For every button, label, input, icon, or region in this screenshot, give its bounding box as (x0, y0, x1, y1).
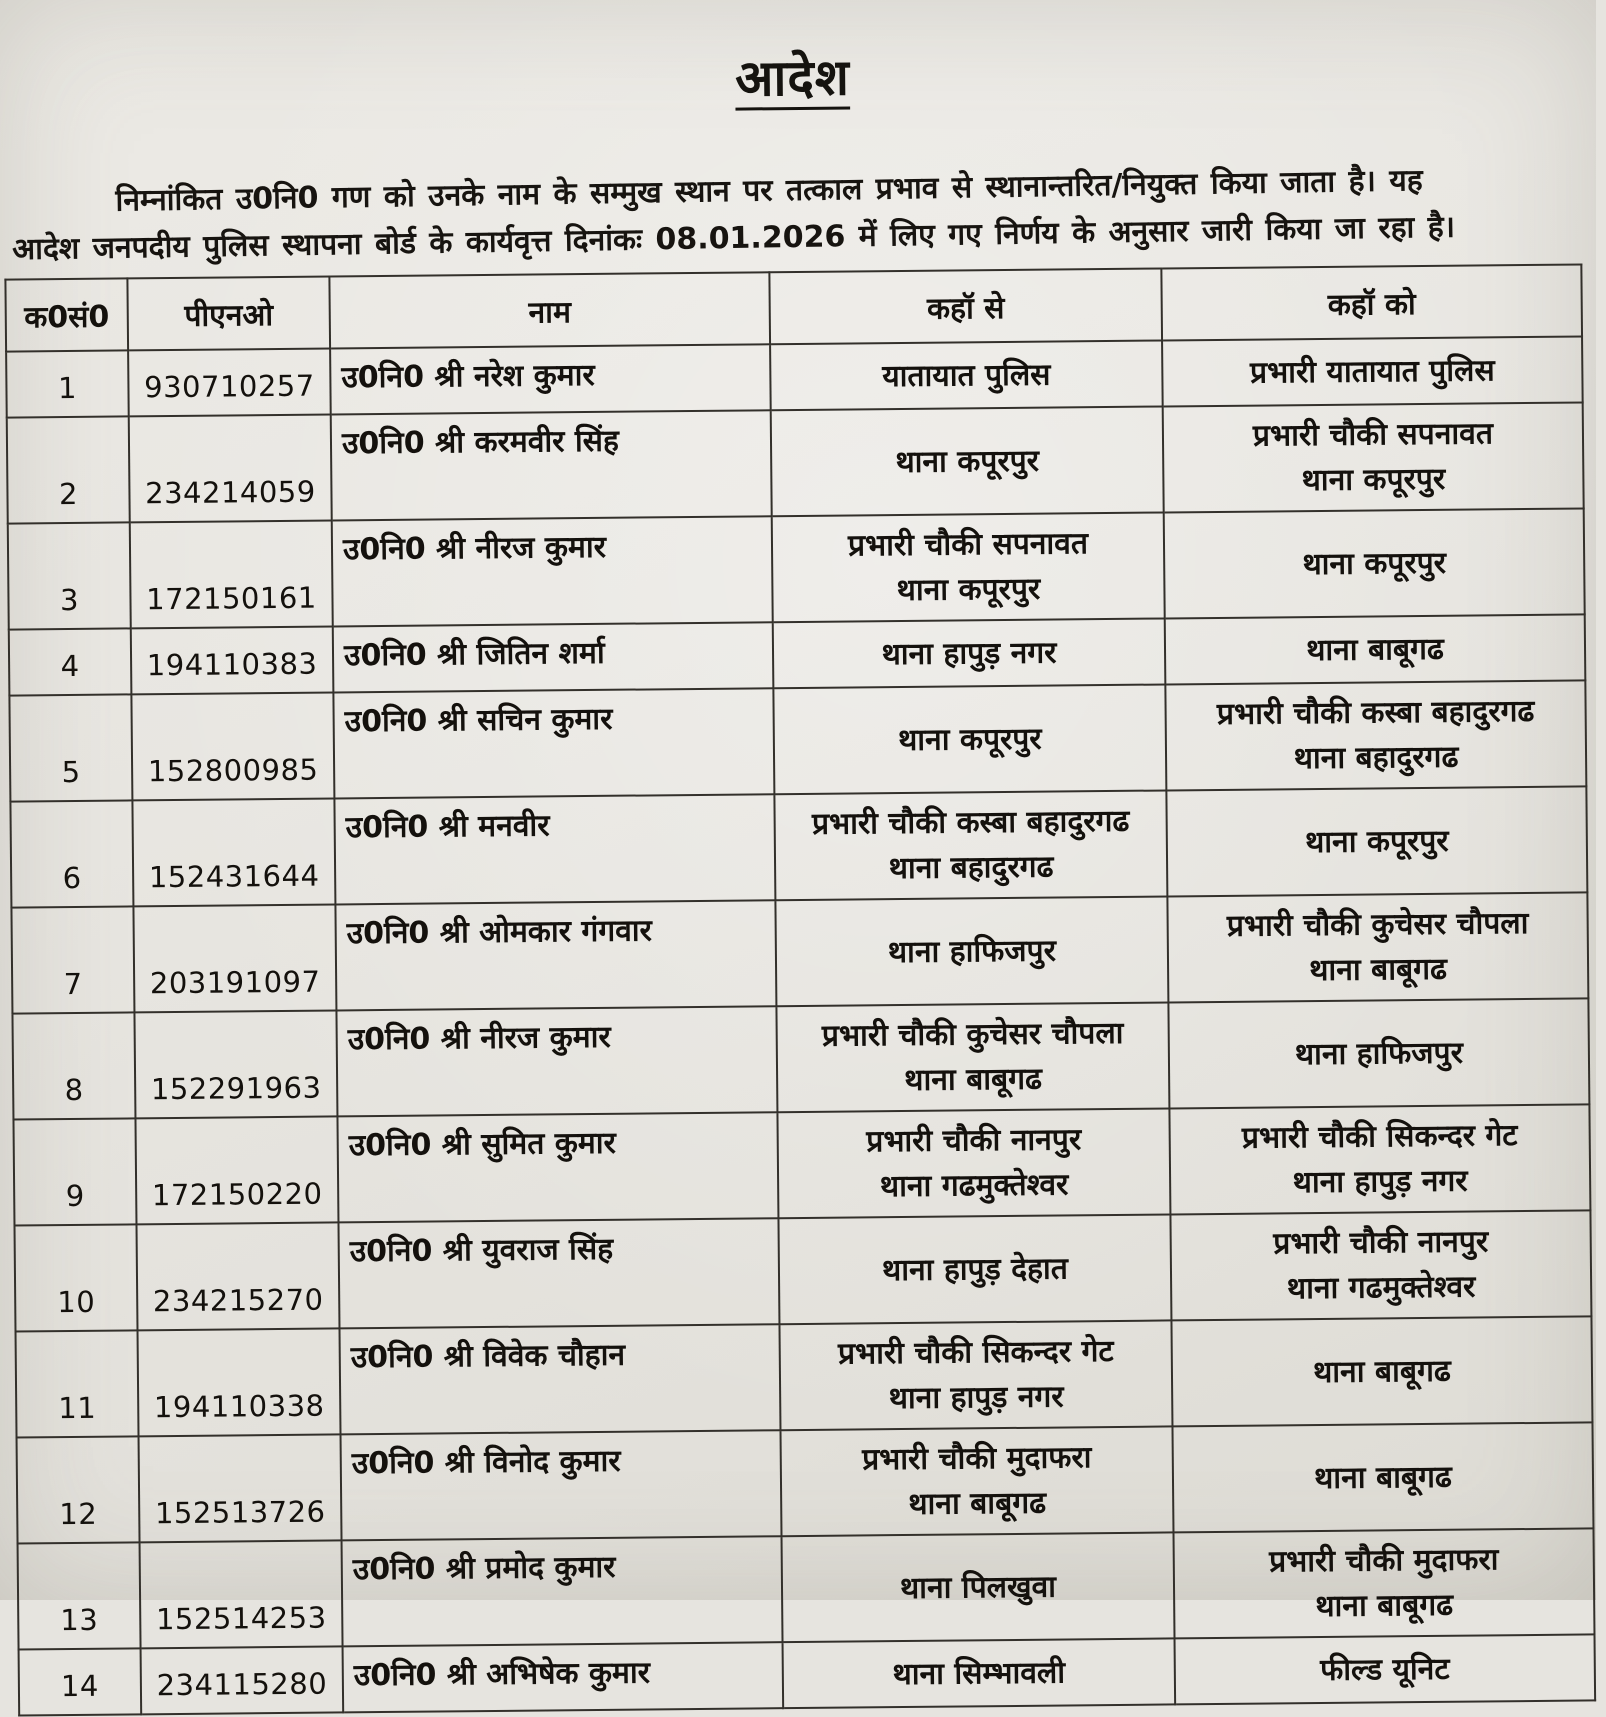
pno-cell-line: 234115280 (156, 1666, 328, 1702)
pno-cell-line: 152431644 (148, 858, 320, 894)
serial-number-cell (9, 628, 132, 695)
pno-cell-line: 172150220 (151, 1176, 323, 1212)
table-row (12, 998, 1589, 1119)
from-cell-line: थाना हापुड़ नगर (881, 635, 1057, 672)
to-cell (1165, 614, 1586, 684)
header-name: नाम (329, 272, 770, 348)
from-cell (778, 1214, 1171, 1324)
serial-number-cell (13, 1118, 136, 1225)
to-cell (1170, 1210, 1591, 1320)
to-cell-line: थाना हाफिजपुर (1294, 1035, 1464, 1072)
to-cell (1169, 1104, 1590, 1214)
pno-cell (133, 904, 336, 1012)
to-cell-line: थाना बहादुरगढ (1293, 739, 1459, 777)
pno-cell (128, 348, 331, 416)
to-cell (1171, 1316, 1592, 1426)
pno-cell-line: 203191097 (149, 964, 321, 1000)
serial-number-cell-line: 1 (57, 370, 78, 405)
serial-number-cell-line: 13 (60, 1602, 99, 1637)
name-cell-line: उ0नि0 श्री मनवीर (345, 808, 550, 846)
to-cell-line: थाना बाबूगढ (1306, 631, 1445, 668)
from-cell (774, 790, 1167, 900)
serial-number-cell-line: 9 (65, 1178, 85, 1213)
from-cell-line: थाना बाबूगढ (904, 1061, 1043, 1098)
to-cell-line: थाना गढमुक्तेश्वर (1286, 1269, 1476, 1307)
to-cell-line: प्रभारी चौकी मुदाफरा (1268, 1542, 1499, 1580)
serial-number-cell-line: 6 (62, 860, 82, 895)
serial-number-cell-line: 3 (59, 582, 80, 617)
pno-cell (140, 1540, 343, 1648)
from-cell-line: प्रभारी चौकी कुचेसर चौपला (821, 1015, 1124, 1054)
serial-number-cell-line: 10 (57, 1284, 96, 1319)
pno-cell (138, 1328, 341, 1436)
from-cell-line: थाना बाबूगढ (908, 1485, 1047, 1522)
from-cell-line: थाना सिम्भावली (892, 1654, 1066, 1692)
from-cell-line: थाना पिलखुवा (899, 1569, 1057, 1606)
table-row (19, 1634, 1596, 1715)
pno-cell (132, 798, 335, 906)
from-cell-line: प्रभारी चौकी सिकन्दर गेट (837, 1334, 1114, 1372)
name-cell-line: उ0नि0 श्री नीरज कुमार (347, 1019, 611, 1058)
to-cell-line: प्रभारी चौकी कस्बा बहादुरगढ (1216, 693, 1535, 732)
to-cell-line: प्रभारी चौकी नानपुर (1273, 1224, 1489, 1262)
table-row (13, 1104, 1590, 1225)
name-cell (337, 1112, 778, 1222)
name-cell (338, 1218, 779, 1328)
pno-cell (131, 626, 334, 694)
pno-cell-line: 172150161 (146, 580, 317, 616)
name-cell-line: उ0नि0 श्री सचिन कुमार (344, 701, 613, 740)
from-cell-line: थाना हापुड़ देहात (881, 1250, 1069, 1288)
from-cell (771, 406, 1164, 516)
pno-cell (130, 520, 333, 628)
table-row (10, 786, 1587, 907)
pno-cell (135, 1116, 338, 1224)
serial-number-cell (8, 522, 131, 629)
from-cell-line: प्रभारी चौकी नानपुर (866, 1122, 1082, 1160)
from-cell (777, 1108, 1170, 1218)
from-cell-line: प्रभारी चौकी सपनावत (847, 526, 1089, 564)
pno-cell-line: 152291963 (150, 1070, 322, 1106)
pno-cell-line: 930710257 (144, 368, 315, 404)
from-cell-line: प्रभारी चौकी कस्बा बहादुरगढ (811, 803, 1130, 842)
from-cell-line: प्रभारी चौकी मुदाफरा (861, 1440, 1092, 1478)
pno-cell-line: 152513726 (154, 1494, 326, 1530)
name-cell-line: उ0नि0 श्री नीरज कुमार (342, 529, 607, 568)
name-cell (341, 1430, 782, 1540)
header-from: कहॉ से (769, 268, 1162, 344)
table-row (8, 508, 1585, 629)
header-pno: पीएनओ (127, 276, 330, 350)
serial-number-cell-line: 14 (60, 1668, 100, 1703)
pno-cell-line: 152514253 (155, 1600, 327, 1636)
pno-cell (129, 414, 332, 522)
serial-number-cell (10, 800, 133, 907)
to-cell-line: प्रभारी चौकी सपनावत (1252, 416, 1494, 454)
name-cell (334, 794, 775, 904)
serial-number-cell-line: 12 (59, 1496, 98, 1531)
to-cell-line: थाना कपूरपुर (1304, 823, 1449, 860)
serial-number-cell-line: 5 (61, 754, 81, 789)
serial-number-cell-line: 4 (60, 648, 80, 683)
name-cell-line: उ0नि0 श्री नरेश कुमार (341, 357, 595, 396)
serial-number-cell (12, 1012, 135, 1119)
name-cell-line: उ0नि0 श्री जितिन शर्मा (343, 635, 605, 674)
from-cell-line: थाना बहादुरगढ (888, 849, 1054, 887)
to-cell (1166, 786, 1587, 896)
name-cell-line: उ0नि0 श्री विवेक चौहान (350, 1337, 626, 1376)
from-cell-line: थाना हाफिजपुर (887, 933, 1057, 970)
name-cell-line: उ0नि0 श्री ओमकार गंगवार (346, 913, 653, 952)
to-cell (1163, 402, 1584, 512)
name-cell (332, 516, 773, 626)
intro-line-2: आदेश जनपदीय पुलिस स्थापना बोर्ड के कार्यवृत्त दिनांकः 08.01.2026 में लिए गए निर्णय के अनुसार जारी किया जा रहा है। (12, 209, 1456, 267)
name-cell (342, 1536, 783, 1646)
to-cell (1168, 998, 1589, 1108)
table-row (11, 892, 1588, 1013)
to-cell-line: थाना बाबूगढ (1312, 1353, 1451, 1390)
to-cell (1173, 1528, 1594, 1638)
name-cell (343, 1642, 784, 1712)
name-cell-line: उ0नि0 श्री करमवीर सिंह (341, 423, 620, 462)
table-row (9, 680, 1586, 801)
serial-number-cell (14, 1224, 137, 1331)
name-cell (339, 1324, 780, 1434)
table-row (16, 1316, 1593, 1437)
pno-cell-line: 234215270 (152, 1282, 324, 1318)
table-row (17, 1422, 1594, 1543)
name-cell-line: उ0नि0 श्री सुमित कुमार (348, 1125, 616, 1164)
from-cell (770, 340, 1163, 410)
table-row (7, 402, 1584, 523)
from-cell (773, 618, 1166, 688)
name-cell-line: उ0नि0 श्री युवराज सिंह (349, 1231, 614, 1270)
to-cell-line: प्रभारी चौकी सिकन्दर गेट (1241, 1118, 1518, 1156)
name-cell (330, 344, 771, 414)
from-cell (775, 896, 1168, 1006)
name-cell-line: उ0नि0 श्री विनोद कुमार (351, 1443, 621, 1482)
to-cell-line: थाना कपूरपुर (1302, 545, 1447, 582)
pno-cell (139, 1434, 342, 1542)
to-cell (1162, 336, 1583, 406)
to-cell-line: थाना हापुड़ नगर (1292, 1163, 1468, 1201)
table-body (6, 336, 1595, 1715)
from-cell (783, 1638, 1176, 1708)
from-cell (776, 1002, 1169, 1112)
name-cell-line: उ0नि0 श्री अभिषेक कुमार (353, 1655, 651, 1694)
pno-cell (131, 692, 334, 800)
from-cell-line: थाना गढमुक्तेश्वर (879, 1167, 1069, 1205)
from-cell-line: थाना कपूरपुर (895, 443, 1040, 480)
table-row (14, 1210, 1591, 1331)
serial-number-cell-line: 11 (58, 1390, 97, 1425)
serial-number-cell-line: 8 (64, 1072, 84, 1107)
to-cell-line: प्रभारी चौकी कुचेसर चौपला (1226, 906, 1529, 944)
pno-cell-line: 194110383 (146, 646, 318, 682)
name-cell-line: उ0नि0 श्री प्रमोद कुमार (352, 1549, 616, 1588)
pno-cell (134, 1010, 337, 1118)
from-cell-line: थाना हापुड़ नगर (888, 1379, 1064, 1417)
name-cell (333, 622, 774, 692)
from-cell (772, 512, 1165, 622)
from-cell (780, 1426, 1173, 1536)
to-cell (1175, 1634, 1596, 1704)
to-cell (1165, 680, 1586, 790)
name-cell (336, 1006, 777, 1116)
serial-number-cell (17, 1436, 140, 1543)
serial-number-cell (18, 1542, 141, 1649)
serial-number-cell (6, 350, 129, 417)
name-cell (331, 410, 772, 520)
transfer-order-table (4, 263, 1596, 1716)
serial-number-cell (11, 906, 134, 1013)
pno-cell (136, 1222, 339, 1330)
to-cell-line: थाना बाबूगढ (1309, 951, 1448, 989)
serial-number-cell-line: 2 (58, 476, 79, 511)
from-cell-line: थाना कपूरपुर (896, 571, 1041, 609)
to-cell-line: फील्ड यूनिट (1319, 1651, 1450, 1688)
to-cell (1172, 1422, 1593, 1532)
from-cell-line: यातायात पुलिस (882, 357, 1051, 394)
pno-cell (141, 1646, 344, 1714)
from-cell (782, 1532, 1175, 1642)
header-to: कहॉ को (1161, 264, 1582, 340)
from-cell-line: थाना कपूरपुर (897, 721, 1042, 758)
serial-number-cell (16, 1330, 139, 1437)
to-cell (1164, 508, 1585, 618)
to-cell-line: प्रभारी यातायात पुलिस (1249, 352, 1495, 391)
serial-number-cell (9, 694, 132, 801)
pno-cell-line: 152800985 (147, 752, 319, 788)
from-cell (773, 684, 1166, 794)
intro-line-1: निम्नांकित उ0नि0 गण को उनके नाम के सम्मुख स्थान पर तत्काल प्रभाव से स्थानान्तरित/नियुक्त किया जाता है। यह (115, 163, 1423, 219)
serial-number-cell (7, 416, 130, 523)
intro-paragraph (11, 156, 1576, 274)
from-cell (779, 1320, 1172, 1430)
name-cell (333, 688, 774, 798)
document-title: आदेश (734, 48, 851, 108)
serial-number-cell-line: 7 (63, 966, 83, 1001)
pno-cell-line: 194110338 (153, 1388, 325, 1424)
to-cell-line: थाना कपूरपुर (1301, 461, 1446, 499)
to-cell-line: थाना बाबूगढ (1315, 1587, 1454, 1625)
to-cell (1167, 892, 1588, 1002)
table-row (18, 1528, 1595, 1649)
header-serial-number: क0सं0 (5, 278, 128, 351)
name-cell (335, 900, 776, 1010)
to-cell-line: थाना बाबूगढ (1313, 1459, 1452, 1496)
serial-number-cell (19, 1648, 142, 1715)
pno-cell-line: 234214059 (145, 474, 316, 510)
